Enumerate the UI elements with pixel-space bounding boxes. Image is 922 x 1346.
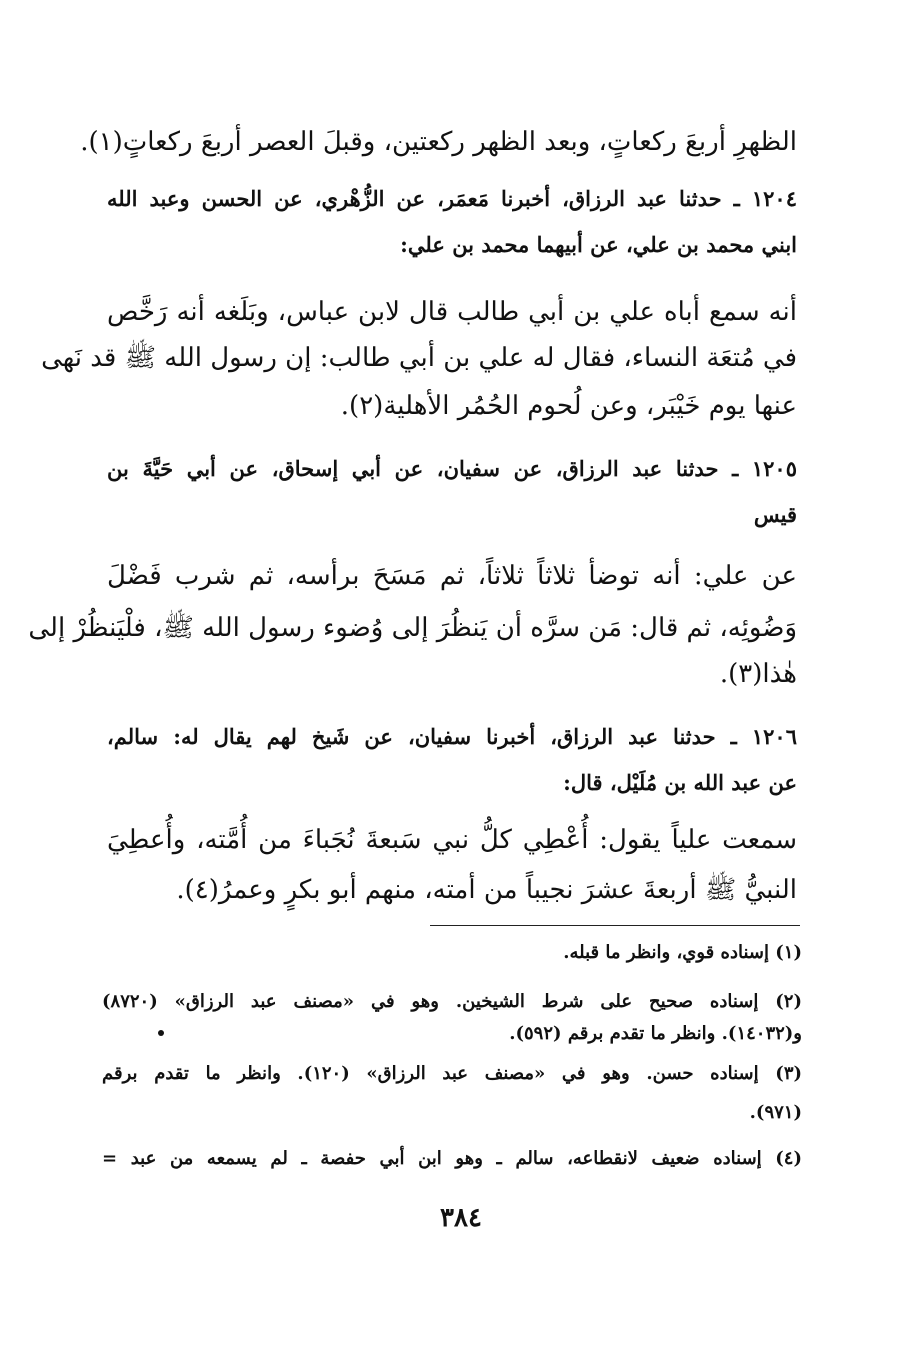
matn-line: أنه سمع أباه علي بن أبي طالب قال لابن عباس، وبَلَغه أنه رَخَّص bbox=[107, 297, 797, 327]
footnote-4: (٤) إسناده ضعيف لانقطاعه، سالم ـ وهو ابن أبي حفصة ـ لم يسمعه من عبد = bbox=[102, 1148, 802, 1169]
isnad-line: ١٢٠٤ ـ حدثنا عبد الرزاق، أخبرنا مَعمَر، عن الزُّهْري، عن الحسن وعبد الله bbox=[107, 186, 797, 211]
isnad-line: قيس bbox=[753, 502, 797, 527]
matn-line: عن علي: أنه توضأ ثلاثاً ثلاثاً، ثم مَسَحَ برأسه، ثم شرب فَضْلَ bbox=[107, 561, 797, 591]
footnote-2: (٢) إسناده صحيح على شرط الشيخين. وهو في «مصنف عبد الرزاق» (٨٧٢٠) bbox=[102, 991, 802, 1012]
isnad-line: ١٢٠٥ ـ حدثنا عبد الرزاق، عن سفيان، عن أبي إسحاق، عن أبي حَيَّةَ بن bbox=[107, 456, 797, 481]
matn-line: سمعت علياً يقول: أُعْطِي كلُّ نبي سَبعةَ نُجَباءَ من أُمَّته، وأُعطِيَ bbox=[107, 825, 797, 855]
stray-dot bbox=[158, 1030, 164, 1036]
matn-line: النبيُّ ﷺ أربعةَ عشرَ نجيباً من أمته، منهم أبو بكرٍ وعمرُ(٤). bbox=[176, 875, 797, 905]
matn-line: عنها يوم خَيْبَر، وعن لُحوم الحُمُر الأهلية(٢). bbox=[340, 391, 797, 421]
matn-line: هٰذا(٣). bbox=[719, 659, 797, 689]
footnote-1: (١) إسناده قوي، وانظر ما قبله. bbox=[563, 942, 802, 963]
isnad-line: عن عبد الله بن مُلَيْل، قال: bbox=[563, 770, 797, 795]
footnote-2-cont: و(١٤٠٣٢). وانظر ما تقدم برقم (٥٩٢). bbox=[509, 1023, 802, 1044]
footnote-3-cont: (٩٧١). bbox=[749, 1102, 802, 1123]
matn-line: وَضُوئِه، ثم قال: مَن سرَّه أن يَنظُرَ إلى وُضوء رسول الله ﷺ، فلْيَنظُرْ إلى bbox=[28, 613, 797, 643]
footnote-separator bbox=[430, 925, 800, 926]
isnad-line: ابني محمد بن علي، عن أبيهما محمد بن علي: bbox=[400, 232, 797, 257]
text-line: الظهرِ أربعَ ركعاتٍ، وبعد الظهر ركعتين، وقبلَ العصر أربعَ ركعاتٍ(١). bbox=[80, 127, 797, 157]
isnad-line: ١٢٠٦ ـ حدثنا عبد الرزاق، أخبرنا سفيان، عن شَيخ لهم يقال له: سالم، bbox=[107, 724, 797, 749]
footnote-3: (٣) إسناده حسن. وهو في «مصنف عبد الرزاق» (١٢٠). وانظر ما تقدم برقم bbox=[102, 1063, 803, 1084]
page-number: ٣٨٤ bbox=[440, 1203, 482, 1233]
matn-line: في مُتعَة النساء، فقال له علي بن أبي طالب: إن رسول الله ﷺ قد نَهى bbox=[41, 343, 797, 373]
